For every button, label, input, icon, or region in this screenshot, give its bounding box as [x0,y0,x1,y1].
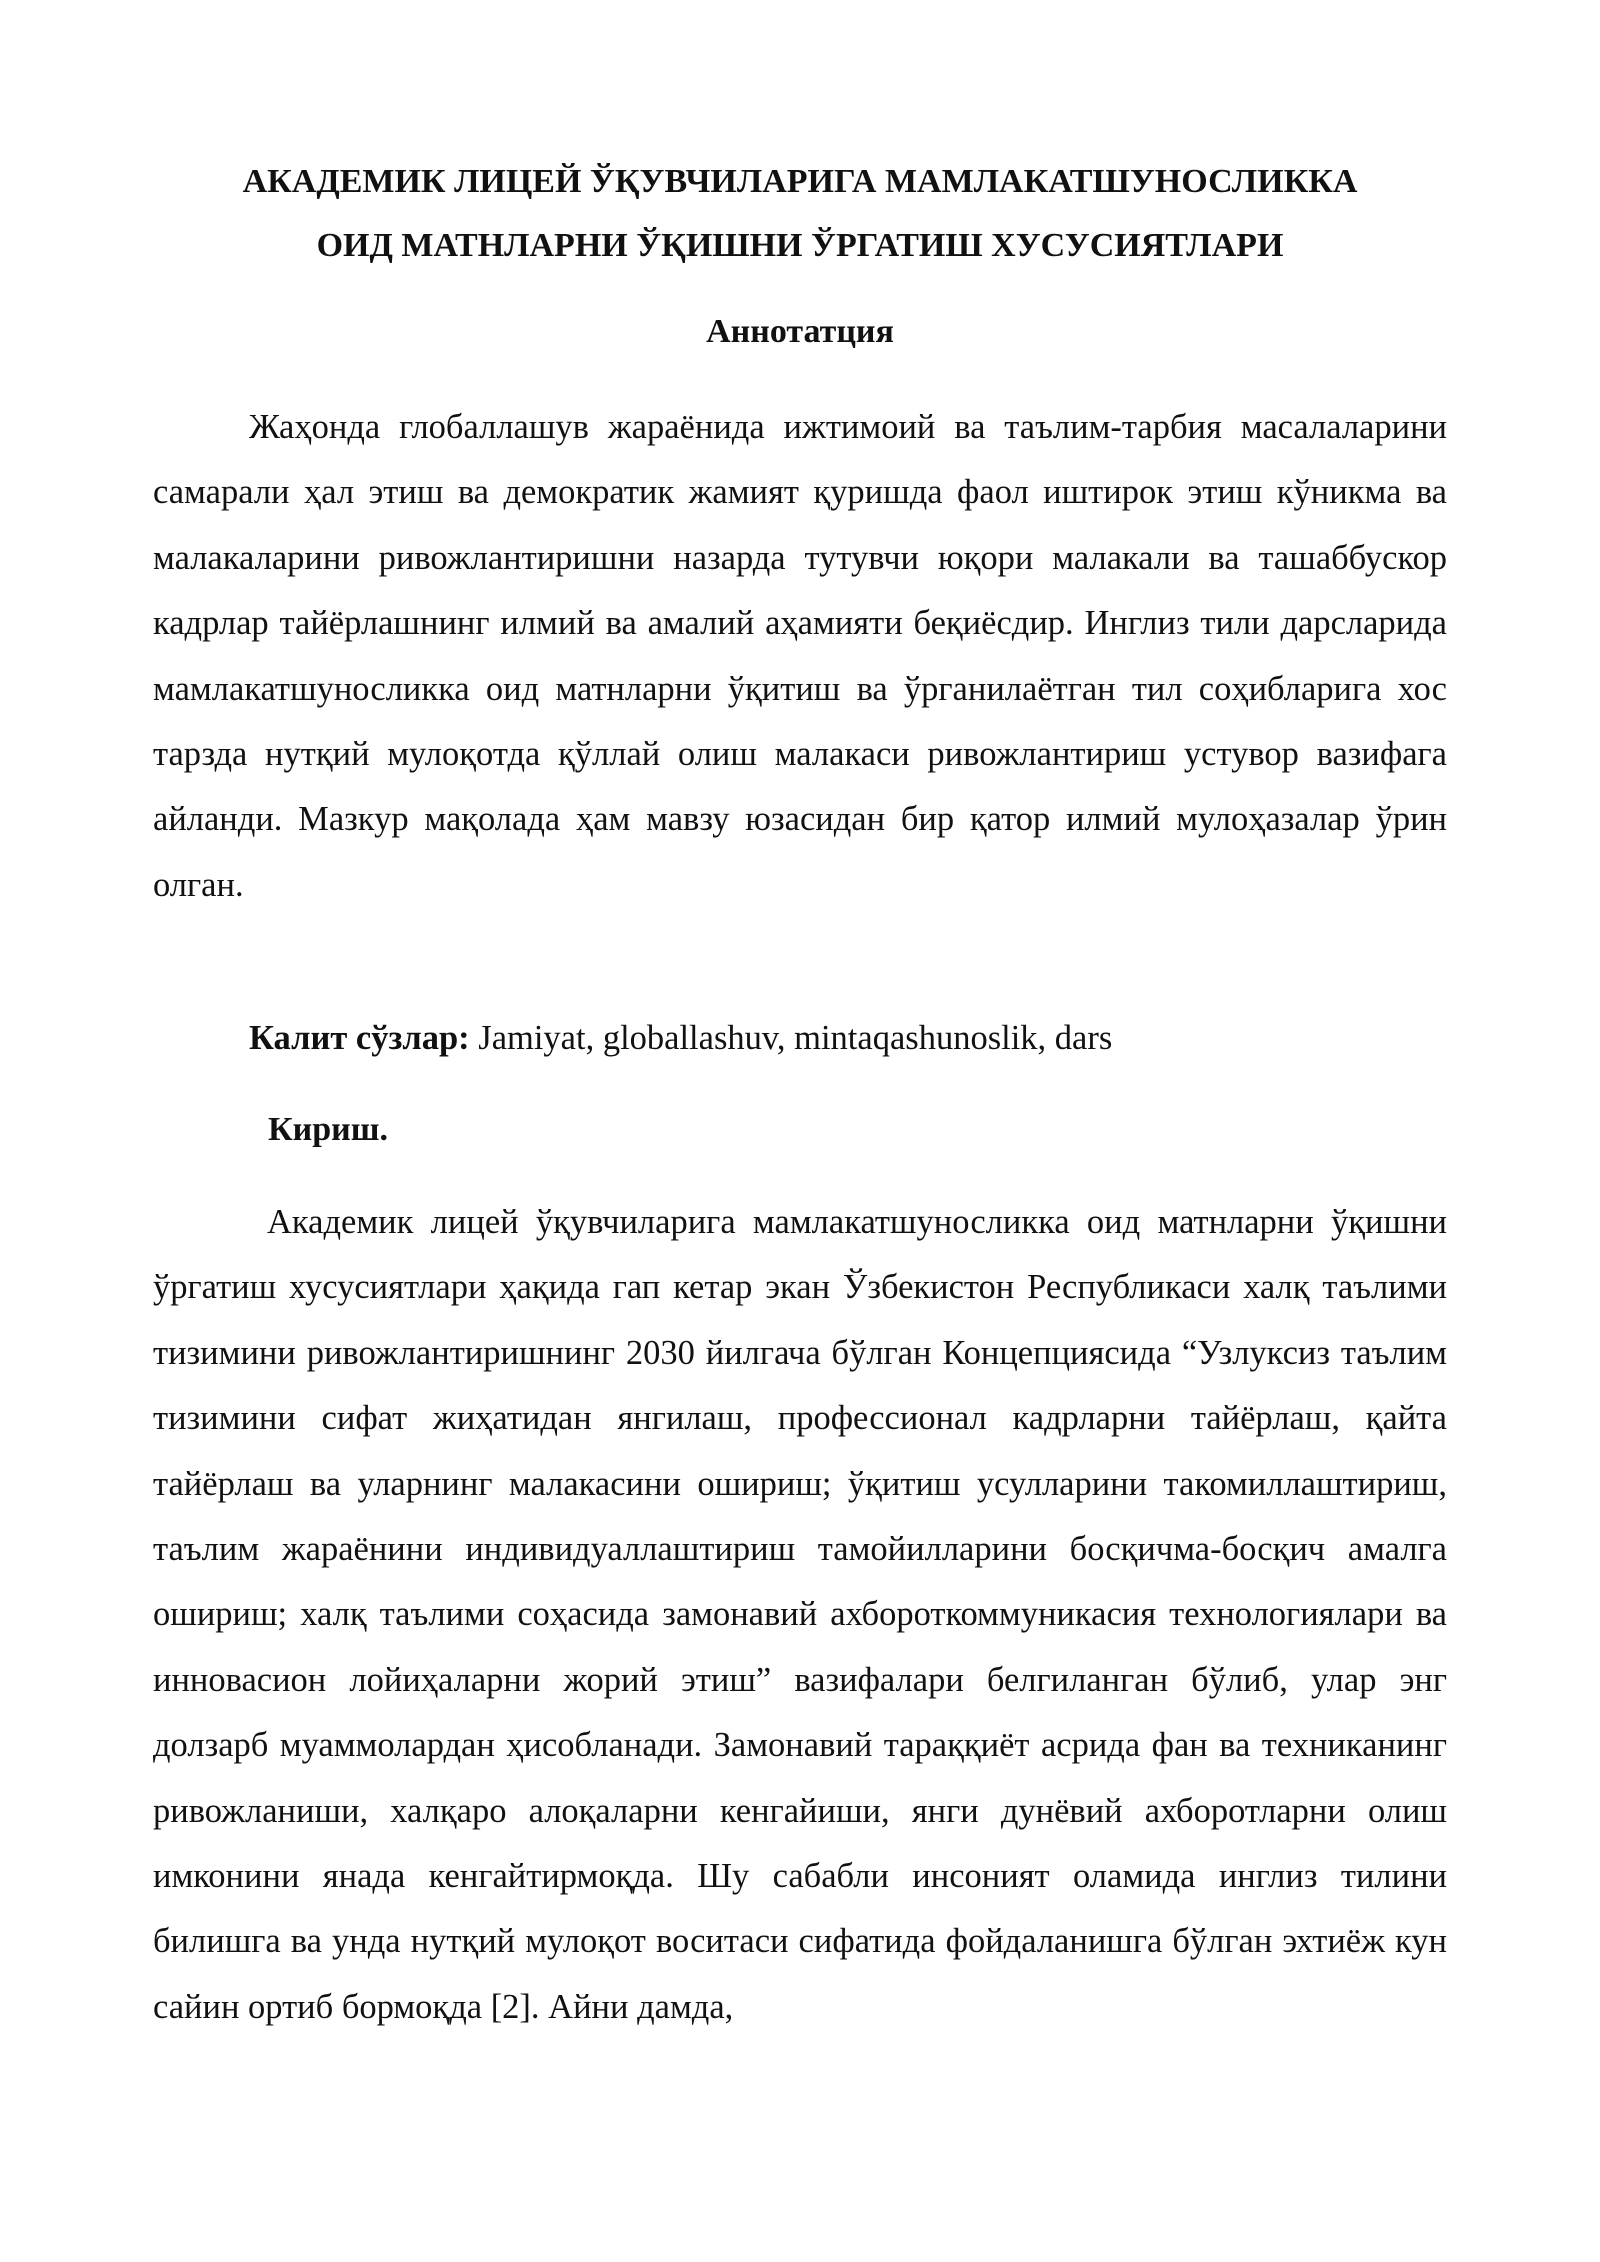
introduction-paragraph: Академик лицей ўқувчиларига мамлакатшуносликка оид матнларни ўқишни ўргатиш хусусиятлари ҳақида гап кетар экан Ўзбекистон Республикаси халқ таълими тизимини ривожлантиришнинг 2030 йилгача бўлган Концепциясида “Узлуксиз таълим тизимини сифат жиҳатидан янгилаш, профессионал кадрларни тайёрлаш, қайта тайёрлаш ва уларнинг малакасини ошириш; ўқитиш усулларини такомиллаштириш, таълим жараёнини индивидуаллаштириш тамойилларини босқичма-босқич амалга ошириш; халқ таълими соҳасида замонавий ахбороткоммуникасия технологиялари ва инновасион лойиҳаларни жорий этиш” вазифалари белгиланган бўлиб, улар энг долзарб муаммолардан ҳисобланади. Замонавий тараққиёт асрида фан ва техниканинг ривожланиши, халқаро алоқаларни кенгайиши, янги дунёвий ахборотларни олиш имконини янада кенгайтирмоқда. Шу сабабли инсоният оламида инглиз тилини билишга ва унда нутқий мулоқот воситаси сифатида фойдаланишга бўлган эхтиёж кун сайин ортиб бормоқда [2]. Айни дамда, [153,1203,1447,2026]
paper-title-line-2: ОИД МАТНЛАРНИ ЎҚИШНИ ЎРГАТИШ ХУСУСИЯТЛАРИ [316,227,1284,264]
paper-title [150,150,1450,278]
abstract-heading: Аннотатция [706,313,894,350]
introduction-heading: Кириш. [268,1111,388,1148]
keywords-value: Jamiyat, globallashuv, mintaqashunoslik, dars [469,1019,1113,1057]
keywords-label: Калит сўзлар: [249,1019,470,1057]
keywords-line [249,1014,1112,1062]
paper-title-line-1: АКАДЕМИК ЛИЦЕЙ ЎҚУВЧИЛАРИГА МАМЛАКАТШУНОСЛИККА [242,163,1358,200]
abstract-paragraph: Жаҳонда глобаллашув жараёнида ижтимоий ва таълим-тарбия масалаларини самарали ҳал этиш ва демократик жамият қуришда фаол иштирок этиш кўникма ва малакаларини ривожлантиришни назарда тутувчи юқори малакали ва ташаббускор кадрлар тайёрлашнинг илмий ва амалий аҳамияти беқиёсдир. Инглиз тили дарсларида мамлакатшуносликка оид матнларни ўқитиш ва ўрганилаётган тил соҳибларига хос тарзда нутқий мулоқотда қўллай олиш малакаси ривожлантириш устувор вазифага айланди. Мазкур мақолада ҳам мавзу юзасидан бир қатор илмий мулоҳазалар ўрин олган. [153,408,1447,904]
